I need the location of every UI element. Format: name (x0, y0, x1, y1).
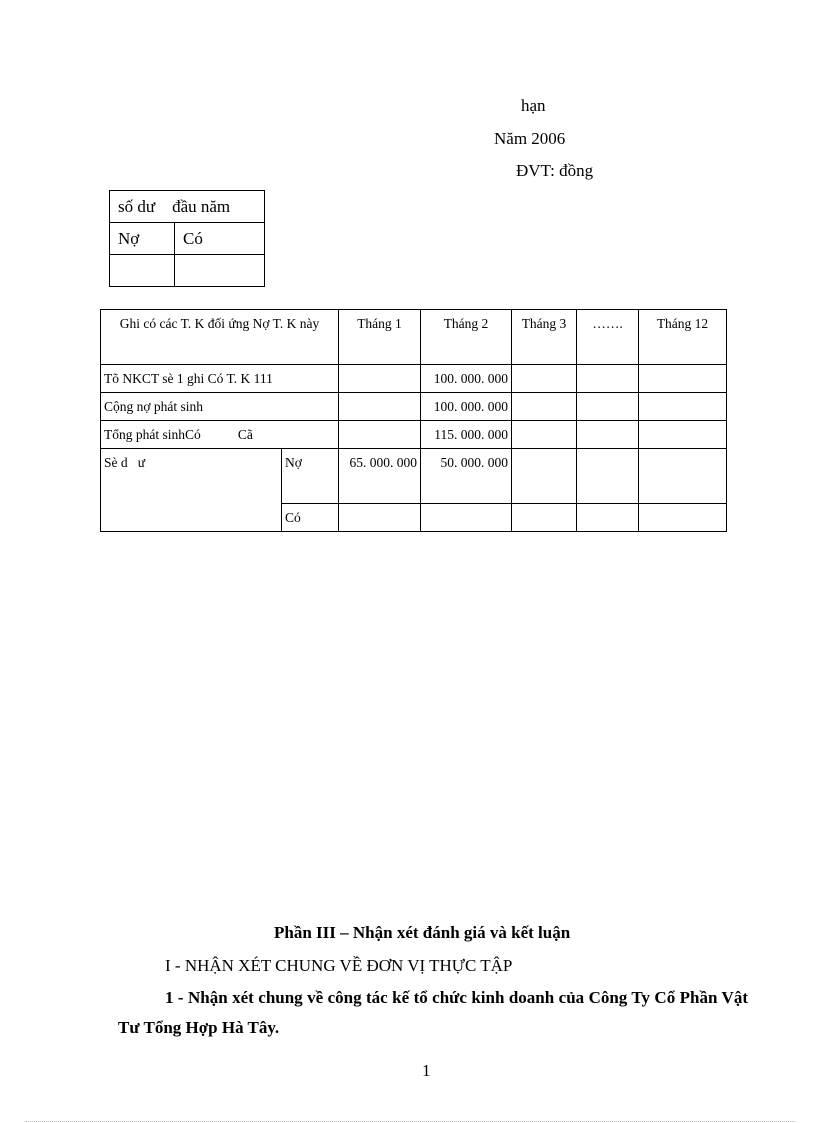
ledger-balance-credit-label: Có (282, 504, 339, 532)
ledger-cell (339, 421, 421, 449)
opening-balance-credit-label: Có (175, 223, 265, 255)
ledger-cell (639, 449, 727, 504)
ledger-cell (339, 393, 421, 421)
page-number: 1 (422, 1061, 431, 1080)
page-divider (25, 1121, 795, 1122)
ledger-header-ellipsis: ……. (577, 310, 639, 365)
ledger-cell-month-2: 115. 000. 000 (421, 421, 512, 449)
ledger-cell (577, 421, 639, 449)
ledger-cell (577, 504, 639, 532)
ledger-row-label: Cộng nợ phát sinh (101, 393, 339, 421)
ledger-row-label: Tõ NKCT sè 1 ghi Có T. K 111 (101, 365, 339, 393)
ledger-cell (339, 504, 421, 532)
section-heading: I - NHẬN XÉT CHUNG VỀ ĐƠN VỊ THỰC TẬP (165, 956, 513, 975)
ledger-cell (577, 449, 639, 504)
ledger-cell (512, 365, 577, 393)
ledger-cell (639, 393, 727, 421)
opening-balance-debit-label: Nợ (110, 223, 175, 255)
ledger-header-month-12: Tháng 12 (639, 310, 727, 365)
opening-balance-title (110, 191, 265, 223)
table-row (101, 421, 727, 449)
table-row (101, 393, 727, 421)
ledger-cell (639, 504, 727, 532)
ledger-header-month-2: Tháng 2 (421, 310, 512, 365)
table-row (101, 365, 727, 393)
ledger-cell (639, 421, 727, 449)
ledger-cell-month-2: 100. 000. 000 (421, 393, 512, 421)
table-row (101, 449, 727, 504)
ledger-header-description: Ghi có các T. K đối ứng Nợ T. K này (101, 310, 339, 365)
ledger-cell-month-2: 100. 000. 000 (421, 365, 512, 393)
ledger-cell (577, 393, 639, 421)
ledger-cell (339, 365, 421, 393)
ledger-cell (512, 421, 577, 449)
ledger-header-month-1: Tháng 1 (339, 310, 421, 365)
ledger-balance-label: Sè d ư (101, 449, 282, 532)
ledger-table (100, 309, 727, 532)
section-paragraph: 1 - Nhận xét chung về công tác kế tổ chức kinh doanh của Công Ty Cổ Phần Vật Tư Tổng Hợp Hà Tây. (118, 988, 748, 1037)
ledger-cell (512, 504, 577, 532)
ledger-cell (512, 449, 577, 504)
header-unit: ĐVT: đồng (516, 161, 594, 180)
opening-balance-table (109, 190, 265, 287)
ledger-cell (639, 365, 727, 393)
opening-balance-title-right: đầu năm (172, 196, 231, 216)
ledger-cell (421, 504, 512, 532)
header-line-1: hạn (521, 96, 546, 115)
ledger-balance-debit-month-2: 50. 000. 000 (421, 449, 512, 504)
ledger-header-month-3: Tháng 3 (512, 310, 577, 365)
ledger-cell (577, 365, 639, 393)
ledger-row-label: Tổng phát sinhCó Cã (101, 421, 339, 449)
ledger-balance-debit-month-1: 65. 000. 000 (339, 449, 421, 504)
ledger-balance-debit-label: Nợ (282, 449, 339, 504)
opening-balance-debit-value (110, 255, 175, 287)
section-title: Phần III – Nhận xét đánh giá và kết luận (274, 923, 571, 942)
header-year: Năm 2006 (494, 129, 566, 148)
opening-balance-credit-value (175, 255, 265, 287)
opening-balance-title-left: số dư (118, 196, 156, 216)
ledger-cell (512, 393, 577, 421)
